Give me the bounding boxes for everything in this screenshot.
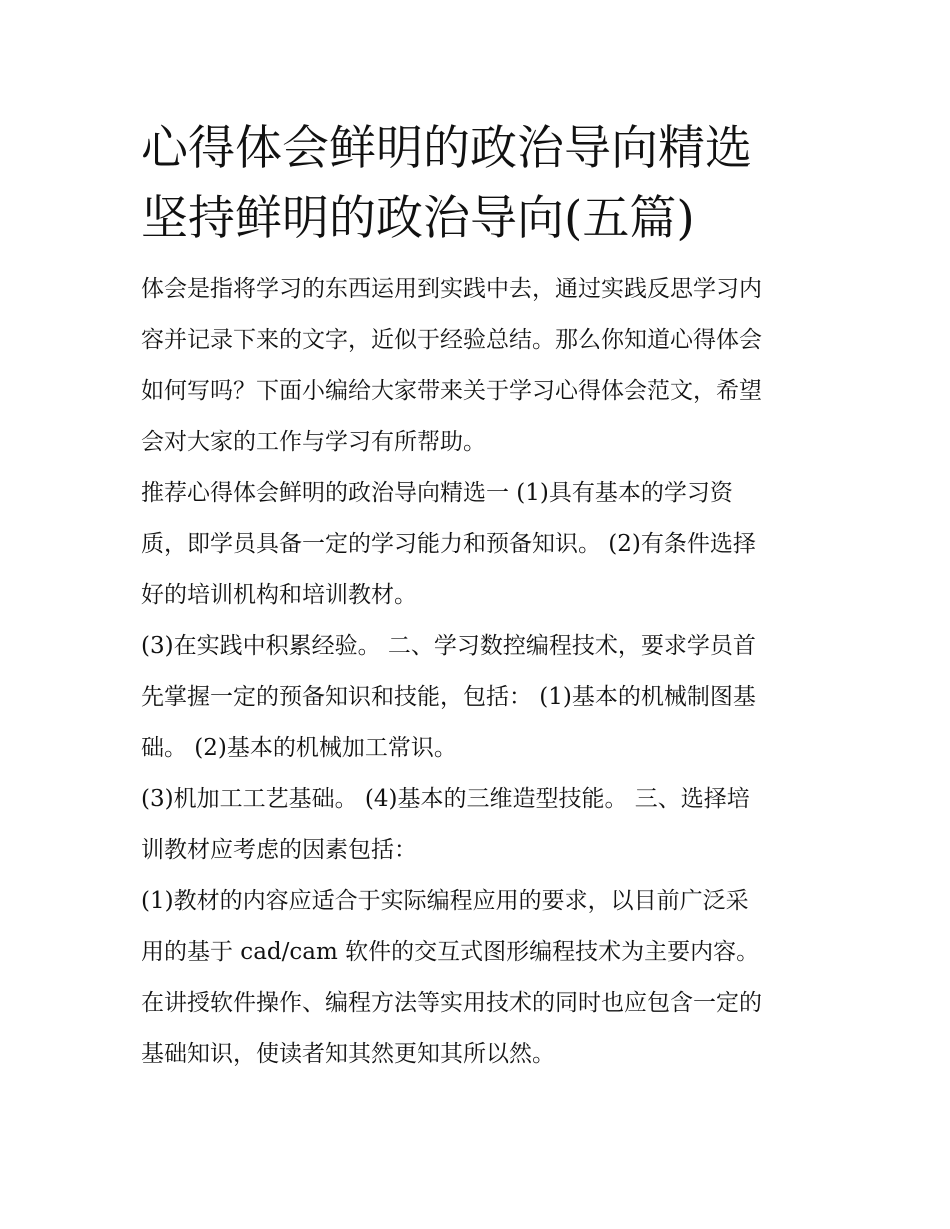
paragraph-line: 容并记录下来的文字，近似于经验总结。那么你知道心得体会: [141, 327, 762, 353]
paragraph-line: 用的基于 cad/cam 软件的交互式图形编程技术为主要内容。: [141, 939, 760, 965]
paragraph-line: 体会是指将学习的东西运用到实践中去，通过实践反思学习内: [141, 276, 762, 302]
paragraph-line: 先掌握一定的预备知识和技能，包括： (1)基本的机械制图基: [141, 684, 756, 710]
paragraph-line: 推荐心得体会鲜明的政治导向精选一 (1)具有基本的学习资: [141, 480, 733, 506]
paragraph-practice: [141, 621, 821, 774]
paragraph-recommend-one: [141, 468, 821, 621]
paragraph-line: 好的培训机构和培训教材。: [141, 582, 417, 608]
paragraph-line: 在讲授软件操作、编程方法等实用技术的同时也应包含一定的: [141, 990, 762, 1016]
title-line: 坚持鲜明的政治导向(五篇): [141, 191, 695, 246]
paragraph-line: (3)机加工工艺基础。 (4)基本的三维造型技能。 三、选择培: [141, 786, 750, 812]
document-page: [141, 114, 821, 1080]
paragraph-line: 质，即学员具备一定的学习能力和预备知识。 (2)有条件选择: [141, 531, 756, 557]
paragraph-line: 训教材应考虑的因素包括：: [141, 837, 417, 863]
document-title: [141, 114, 821, 254]
paragraph-line: 基础知识，使读者知其然更知其所以然。: [141, 1041, 555, 1067]
paragraph-line: 会对大家的工作与学习有所帮助。: [141, 429, 486, 455]
paragraph-line: (3)在实践中积累经验。 二、学习数控编程技术，要求学员首: [141, 633, 756, 659]
paragraph-line: (1)教材的内容应适合于实际编程应用的要求，以目前广泛采: [141, 888, 749, 914]
paragraph-intro: [141, 264, 821, 468]
paragraph-line: 如何写吗？下面小编给大家带来关于学习心得体会范文，希望: [141, 378, 762, 404]
paragraph-textbook: [141, 876, 821, 1080]
paragraph-craft-basics: [141, 774, 821, 876]
title-line: 心得体会鲜明的政治导向精选: [141, 121, 752, 176]
paragraph-line: 础。 (2)基本的机械加工常识。: [141, 735, 457, 761]
